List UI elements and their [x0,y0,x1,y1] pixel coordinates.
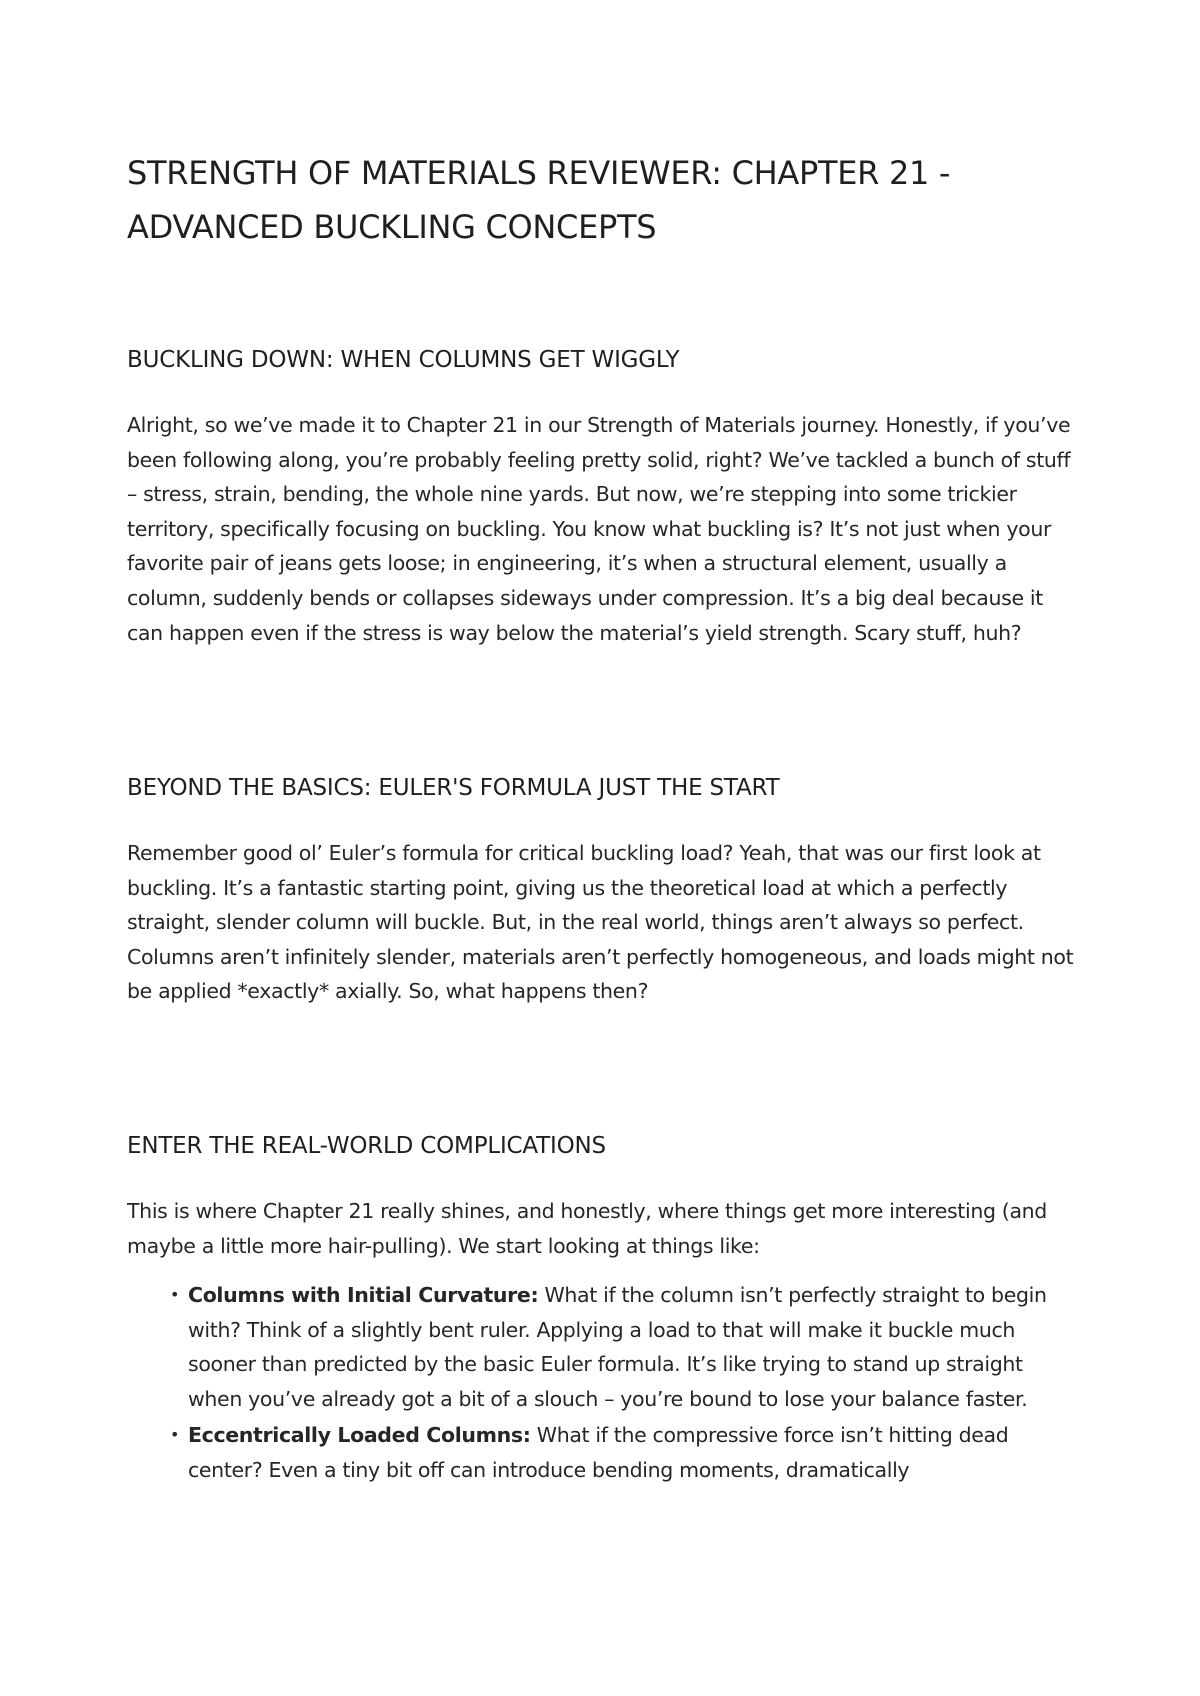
document-title: STRENGTH OF MATERIALS REVIEWER: CHAPTER 21 - ADVANCED BUCKLING CONCEPTS [127,154,951,246]
section-paragraph-real-world: This is where Chapter 21 really shines, and honestly, where things get more interesting (and maybe a little more hair-pulling). We start looking at things like: [127,1199,1047,1258]
complications-list [127,1278,1082,1490]
bullet-term: Columns with Initial Curvature: [188,1283,539,1307]
list-item [127,1418,1082,1487]
section-heading-real-world: ENTER THE REAL-WORLD COMPLICATIONS [127,1133,606,1159]
section-heading-buckling-down: BUCKLING DOWN: WHEN COLUMNS GET WIGGLY [127,347,680,373]
bullet-icon: • [170,1425,180,1445]
section-heading-beyond-basics: BEYOND THE BASICS: EULER'S FORMULA JUST THE START [127,775,780,801]
bullet-text: What if the column isn’t perfectly straight to begin with? Think of a slightly bent ruler. Applying a load to that will make it buckle much sooner than predicted by the basic Euler formula. It’s like trying to stand up straight when you’ve already got a bit of a slouch – you’re bound to lose your balance faster. [188,1283,1047,1411]
section-paragraph-beyond-basics: Remember good ol’ Euler’s formula for critical buckling load? Yeah, that was our first look at buckling. It’s a fantastic starting point, giving us the theoretical load at which a perfectly straight, slender column will buckle. But, in the real world, things aren’t always so perfect. Columns aren’t infinitely slender, materials aren’t perfectly homogeneous, and loads might not be applied *exactly* axially. So, what happens then? [127,841,1074,1004]
list-item [127,1278,1082,1416]
bullet-text: What if the compressive force isn’t hitting dead center? Even a tiny bit off can introduce bending moments, dramatically [188,1423,1009,1482]
bullet-term: Eccentrically Loaded Columns: [188,1423,531,1448]
bullet-icon: • [170,1285,180,1304]
section-paragraph-buckling-down: Alright, so we’ve made it to Chapter 21 in our Strength of Materials journey. Honestly, if you’ve been following along, you’re probably feeling pretty solid, right? We’ve tackled a bunch of stuff – stress, strain, bending, the whole nine yards. But now, we’re stepping into some trickier territory, specifically focusing on buckling. You know what buckling is? It’s not just when your favorite pair of jeans gets loose; in engineering, it’s when a structural element, usually a column, suddenly bends or collapses sideways under compression. It’s a big deal because it can happen even if the stress is way below the material’s yield strength. Scary stuff, huh? [127,413,1071,645]
